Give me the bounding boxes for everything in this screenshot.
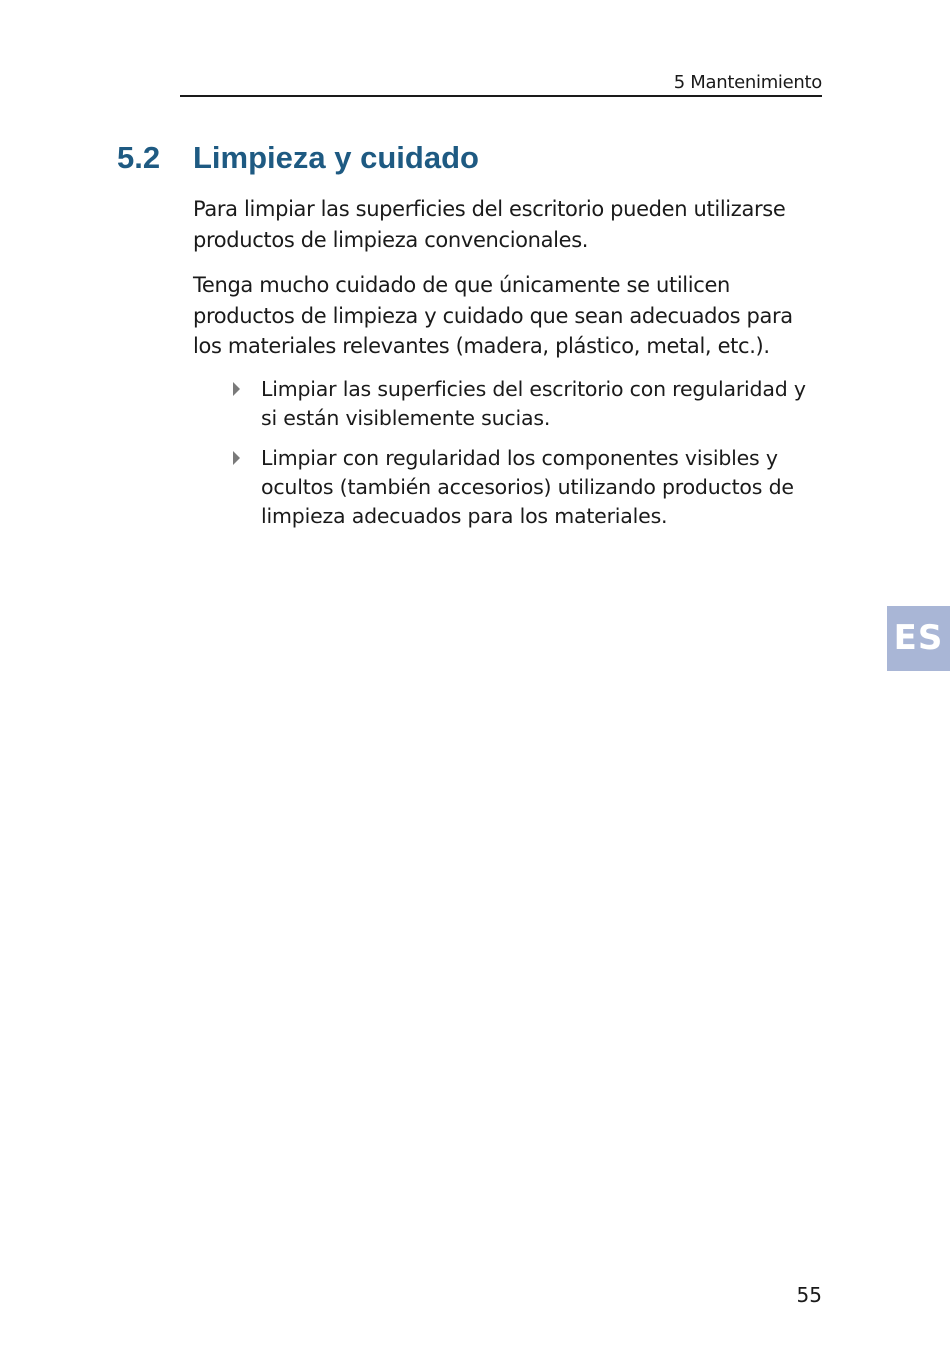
paragraph: Para limpiar las superficies del escritorio pueden utilizarse productos de limpieza convencionales. bbox=[193, 197, 786, 252]
list-item bbox=[193, 375, 823, 433]
language-tab bbox=[887, 606, 950, 671]
list-item bbox=[193, 444, 823, 531]
section-title: Limpieza y cuidado bbox=[193, 140, 479, 175]
language-tab-label: ES bbox=[893, 618, 944, 658]
page-number: 55 bbox=[796, 1283, 822, 1307]
paragraph: Tenga mucho cuidado de que únicamente se utilicen productos de limpieza y cuidado que sean adecuados para los materiales relevantes (madera, plástico, metal, etc.). bbox=[193, 273, 793, 358]
running-header bbox=[180, 72, 822, 97]
section-number: 5.2 bbox=[117, 140, 161, 175]
triangle-right-icon bbox=[233, 382, 240, 396]
running-header-title: 5 Mantenimiento bbox=[673, 72, 822, 93]
triangle-right-icon bbox=[233, 451, 240, 465]
bullet-list bbox=[193, 375, 823, 542]
list-item-text: Limpiar con regularidad los componentes visibles y ocultos (también accesorios) utilizando productos de limpieza adecuados para los materiales. bbox=[261, 446, 794, 528]
list-item-text: Limpiar las superficies del escritorio con regularidad y si están visiblemente sucias. bbox=[261, 377, 806, 430]
